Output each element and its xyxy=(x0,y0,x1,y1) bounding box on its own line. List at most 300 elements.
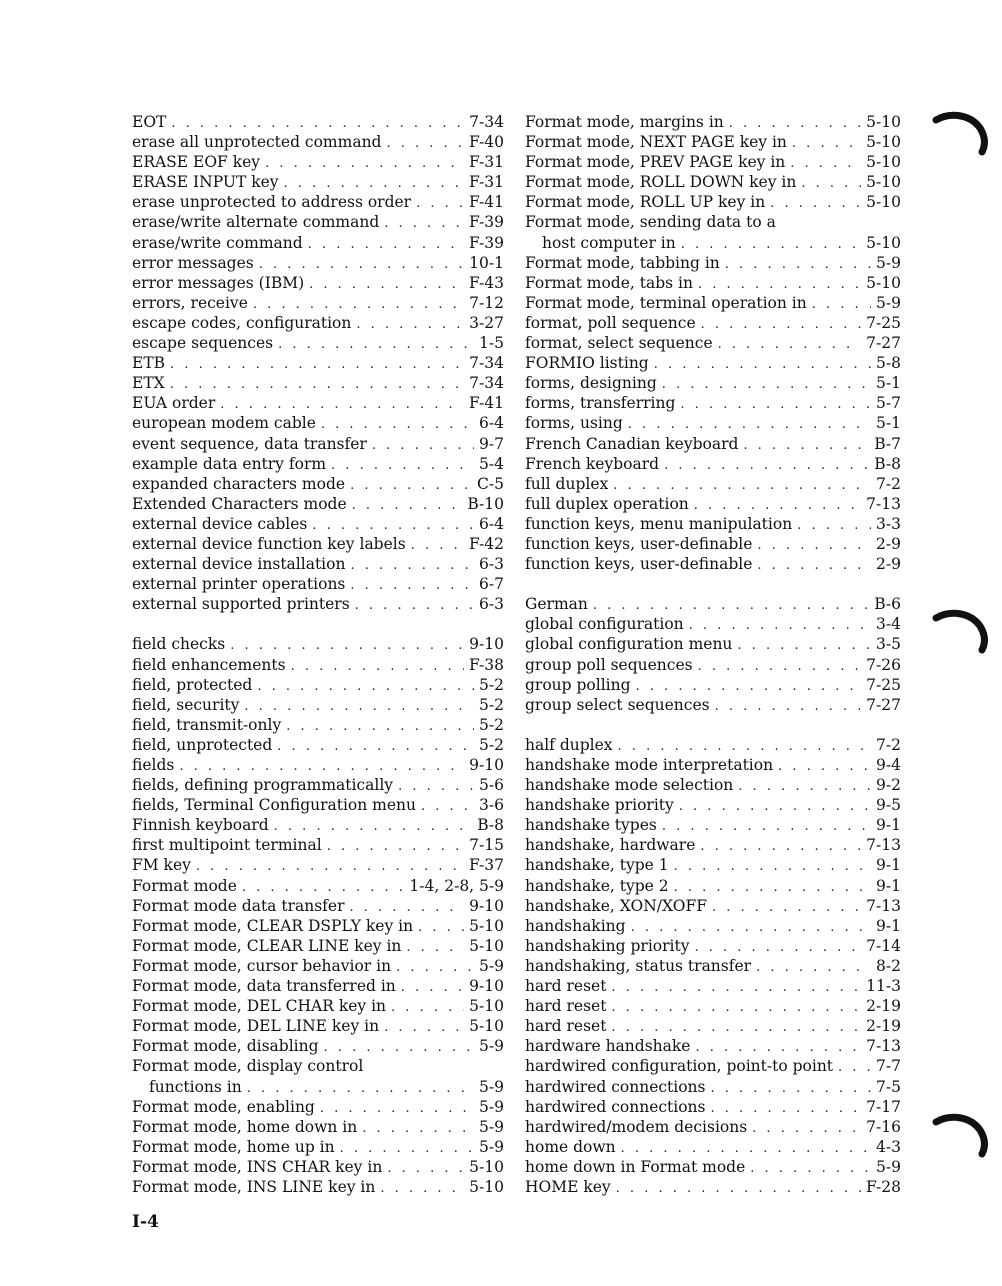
index-entry-term: forms, using xyxy=(525,414,623,433)
dot-leader xyxy=(391,998,464,1018)
index-entry-page-ref: 5-10 xyxy=(866,113,901,131)
index-entry-page-ref: 1-5 xyxy=(479,334,504,353)
index-entry-page-ref: 6-7 xyxy=(479,575,504,594)
index-entry-page-ref: 5-10 xyxy=(469,916,504,935)
dot-leader xyxy=(196,857,464,877)
index-entry-page-ref: 9-10 xyxy=(469,977,504,996)
dot-leader xyxy=(674,878,871,898)
index-entry xyxy=(132,1056,504,1076)
index-entry xyxy=(132,112,504,132)
index-entry-term: handshake, type 2 xyxy=(525,876,669,895)
index-entry-term: full duplex operation xyxy=(525,494,689,513)
index-entry xyxy=(525,514,901,534)
index-entry xyxy=(525,795,901,815)
index-entry xyxy=(132,172,504,192)
index-entry-page-ref: 5-9 xyxy=(876,253,901,272)
index-entry-page-ref: 5-2 xyxy=(479,735,504,754)
index-entry-page-ref: 2-9 xyxy=(876,555,901,574)
dot-leader xyxy=(790,154,861,174)
dot-leader xyxy=(616,1179,861,1199)
index-entry-page-ref: 7-13 xyxy=(866,896,901,915)
index-entry-page-ref: 3-27 xyxy=(469,313,504,332)
index-entry xyxy=(132,1177,504,1197)
index-entry-term: field, unprotected xyxy=(132,735,273,754)
index-entry-term: error messages xyxy=(132,253,254,272)
index-entry-page-ref: 5-9 xyxy=(479,1077,504,1096)
index-entry-page-ref: F-39 xyxy=(468,233,504,252)
dot-leader xyxy=(308,235,464,255)
index-entry-page-ref: 7-2 xyxy=(876,735,901,754)
index-entry xyxy=(132,1077,504,1097)
index-entry-term: Format mode, INS LINE key in xyxy=(132,1177,376,1196)
index-entry-term: field, security xyxy=(132,695,240,714)
index-entry-page-ref: 8-2 xyxy=(876,956,901,975)
dot-leader xyxy=(340,1139,474,1159)
dot-leader xyxy=(171,114,464,134)
dot-leader xyxy=(729,114,861,134)
index-entry-page-ref: 5-10 xyxy=(866,173,901,192)
index-entry-term: host computer in xyxy=(542,233,676,252)
index-entry-term: EOT xyxy=(132,113,167,131)
index-entry xyxy=(525,735,901,755)
index-entry-term: Format mode, data transferred in xyxy=(132,977,396,996)
dot-leader xyxy=(327,837,464,857)
index-entry-term: external device cables xyxy=(132,514,308,533)
index-entry xyxy=(525,1056,901,1076)
index-entry xyxy=(525,655,901,675)
dot-leader xyxy=(406,938,464,958)
dot-leader xyxy=(621,1139,871,1159)
index-entry-page-ref: F-41 xyxy=(468,193,504,212)
index-entry xyxy=(525,333,901,353)
index-entry xyxy=(132,534,504,554)
index-entry-page-ref: 9-5 xyxy=(876,796,901,815)
index-entry xyxy=(132,976,504,996)
index-entry-term: error messages (IBM) xyxy=(132,273,305,292)
dot-leader xyxy=(220,395,464,415)
index-entry xyxy=(525,916,901,936)
dot-leader xyxy=(698,657,862,677)
dot-leader xyxy=(750,1159,871,1179)
index-entry xyxy=(132,192,504,212)
index-entry-term: Format mode, home down in xyxy=(132,1117,358,1136)
index-entry xyxy=(132,594,504,614)
index-entry-page-ref: 6-3 xyxy=(479,595,504,614)
index-entry-term: Format mode data transfer xyxy=(132,896,345,915)
dot-leader xyxy=(738,777,871,797)
dot-leader xyxy=(737,636,871,656)
index-entry xyxy=(132,574,504,594)
index-entry-page-ref: F-31 xyxy=(468,173,504,192)
index-entry-term: format, select sequence xyxy=(525,334,713,353)
index-entry-term: group select sequences xyxy=(525,695,710,714)
index-entry xyxy=(525,815,901,835)
index-entry-term: ETB xyxy=(132,354,166,373)
index-entry-page-ref: F-31 xyxy=(468,153,504,172)
index-entry xyxy=(132,353,504,373)
index-entry-term: handshake mode interpretation xyxy=(525,756,774,774)
index-entry xyxy=(132,916,504,936)
dot-leader xyxy=(372,436,474,456)
index-entry-term: HOME key xyxy=(525,1177,611,1196)
index-entry-page-ref: 1-4, 2-8, 5-9 xyxy=(409,876,504,895)
index-entry-term: erase/write alternate command xyxy=(132,213,380,232)
dot-leader xyxy=(752,1119,861,1139)
index-entry-term: ETX xyxy=(132,374,165,393)
index-entry-page-ref: 7-34 xyxy=(469,374,504,393)
index-entry xyxy=(525,1177,901,1197)
index-entry-page-ref: 2-19 xyxy=(866,1017,901,1036)
dot-leader xyxy=(593,596,869,616)
index-entry xyxy=(525,996,901,1016)
index-entry-page-ref: 3-5 xyxy=(876,635,901,654)
index-entry xyxy=(132,1016,504,1036)
dot-leader xyxy=(259,255,464,275)
index-entry-term: Format mode, sending data to a xyxy=(525,213,776,232)
index-entry xyxy=(525,212,901,232)
index-entry-term: handshake types xyxy=(525,816,657,835)
index-entry xyxy=(132,896,504,916)
index-entry xyxy=(132,795,504,815)
index-entry-term: German xyxy=(525,595,588,614)
index-entry-term: French keyboard xyxy=(525,454,660,473)
index-entry xyxy=(525,755,901,775)
index-entry-term: Format mode, enabling xyxy=(132,1097,315,1116)
index-entry-term: function keys, user-definable xyxy=(525,534,753,553)
index-entry-page-ref: B-8 xyxy=(477,816,504,835)
index-entry-page-ref: 5-2 xyxy=(479,715,504,734)
index-entry-page-ref: 9-1 xyxy=(876,876,901,895)
dot-leader xyxy=(712,898,861,918)
index-entry-term: handshaking xyxy=(525,916,626,935)
dot-leader xyxy=(725,255,871,275)
index-entry-term: hard reset xyxy=(525,1017,607,1036)
index-entry-page-ref: F-41 xyxy=(468,394,504,413)
index-entry-term: group poll sequences xyxy=(525,655,693,674)
index-entry-term: French Canadian keyboard xyxy=(525,434,739,453)
index-entry xyxy=(132,695,504,715)
index-entry-page-ref: 5-9 xyxy=(479,1097,504,1116)
index-entry-term: forms, transferring xyxy=(525,394,676,413)
index-entry-page-ref: 5-10 xyxy=(469,1157,504,1176)
index-entry xyxy=(525,192,901,212)
index-entry xyxy=(132,514,504,534)
index-entry-page-ref: 7-13 xyxy=(866,494,901,513)
index-entry-term: full duplex xyxy=(525,474,609,493)
dot-leader xyxy=(757,536,871,556)
dot-leader xyxy=(701,315,862,335)
index-entry-term: external device installation xyxy=(132,555,346,574)
dot-leader xyxy=(770,194,861,214)
binder-hole-mark-bottom xyxy=(930,1108,990,1168)
dot-leader xyxy=(350,476,472,496)
index-entry xyxy=(525,936,901,956)
index-entry xyxy=(132,554,504,574)
index-entry xyxy=(132,1117,504,1137)
index-entry-page-ref: 5-4 xyxy=(479,454,504,473)
dot-leader xyxy=(380,1179,464,1199)
index-entry-term: hardwired/modem decisions xyxy=(525,1117,748,1136)
index-entry-term: fields, defining programmatically xyxy=(132,776,394,795)
index-entry-page-ref: 5-8 xyxy=(876,354,901,373)
dot-leader xyxy=(284,174,464,194)
dot-leader xyxy=(170,375,464,395)
dot-leader xyxy=(715,697,862,717)
index-entry-page-ref: F-40 xyxy=(468,133,504,152)
dot-leader xyxy=(662,375,871,395)
index-entry xyxy=(132,233,504,253)
index-entry-term: Format mode, ROLL DOWN key in xyxy=(525,173,797,192)
dot-leader xyxy=(613,476,871,496)
index-entry-term: external supported printers xyxy=(132,595,350,614)
index-entry xyxy=(525,976,901,996)
index-entry-page-ref: 5-10 xyxy=(866,133,901,152)
index-entry-term: external device function key labels xyxy=(132,534,406,553)
index-entry xyxy=(132,494,504,514)
index-entry-term: handshake, type 1 xyxy=(525,856,669,875)
index-entry-term: home down in Format mode xyxy=(525,1157,746,1176)
index-entry-page-ref: 7-25 xyxy=(866,313,901,332)
index-entry-page-ref: 5-10 xyxy=(469,1017,504,1036)
index-entry-term: field checks xyxy=(132,635,226,654)
index-entry xyxy=(525,534,901,554)
index-entry xyxy=(525,273,901,293)
index-entry-term: handshaking priority xyxy=(525,936,690,955)
dot-leader xyxy=(386,134,463,154)
index-entry-term: home down xyxy=(525,1137,616,1156)
dot-leader xyxy=(838,1058,871,1078)
index-entry-term: Format mode, DEL LINE key in xyxy=(132,1017,380,1036)
dot-leader xyxy=(278,335,474,355)
index-entry-page-ref: 5-10 xyxy=(866,273,901,292)
index-entry-page-ref: F-37 xyxy=(468,856,504,875)
index-entry-page-ref: 5-6 xyxy=(479,776,504,795)
index-entry-page-ref: F-38 xyxy=(468,655,504,674)
index-entry xyxy=(525,1077,901,1097)
index-entry-page-ref: 2-19 xyxy=(866,997,901,1016)
index-entry-page-ref: 7-13 xyxy=(866,1037,901,1056)
index-entry-term: EUA order xyxy=(132,394,216,413)
dot-leader xyxy=(695,1038,861,1058)
binder-hole-mark-top xyxy=(930,106,990,166)
dot-leader xyxy=(321,415,474,435)
index-entry-term: group polling xyxy=(525,675,631,694)
index-entry-term: handshaking, status transfer xyxy=(525,956,752,975)
dot-leader xyxy=(352,496,463,516)
dot-leader xyxy=(681,235,861,255)
index-entry xyxy=(132,996,504,1016)
dot-leader xyxy=(387,1159,464,1179)
index-entry-page-ref: B-10 xyxy=(467,494,504,513)
index-entry-term: Format mode, NEXT PAGE key in xyxy=(525,133,787,152)
index-entry xyxy=(132,333,504,353)
dot-leader xyxy=(679,797,871,817)
index-entry xyxy=(132,212,504,232)
dot-leader xyxy=(291,657,464,677)
index-entry-term: errors, receive xyxy=(132,293,248,312)
index-entry xyxy=(525,896,901,916)
index-entry xyxy=(525,293,901,313)
index-entry-term: FM key xyxy=(132,856,191,875)
index-entry-page-ref: 5-9 xyxy=(479,956,504,975)
index-entry-term: Format mode, tabs in xyxy=(525,273,693,292)
dot-leader xyxy=(355,596,474,616)
index-entry xyxy=(132,293,504,313)
dot-leader xyxy=(396,958,474,978)
index-entry xyxy=(525,1157,901,1177)
index-entry-term: functions in xyxy=(149,1077,242,1096)
index-entry-term: external printer operations xyxy=(132,575,346,594)
index-entry xyxy=(525,494,901,514)
page-number: I-4 xyxy=(132,1212,159,1232)
index-entry-page-ref: 5-10 xyxy=(866,233,901,252)
index-entry xyxy=(525,1097,901,1117)
index-entry-page-ref: B-7 xyxy=(874,434,901,453)
dot-leader xyxy=(398,777,474,797)
index-entry-term: Extended Characters mode xyxy=(132,494,347,513)
index-entry-term: hardwired connections xyxy=(525,1097,706,1116)
index-entry-page-ref: 7-12 xyxy=(469,293,504,312)
index-entry-term: fields xyxy=(132,756,175,774)
index-entry-term: Format mode, INS CHAR key in xyxy=(132,1157,383,1176)
index-entry-page-ref: 9-1 xyxy=(876,856,901,875)
index-entry xyxy=(525,876,901,896)
index-entry xyxy=(132,855,504,875)
index-entry-term: handshake mode selection xyxy=(525,776,734,795)
index-entry-term: Format mode, margins in xyxy=(525,113,724,131)
index-entry xyxy=(132,313,504,333)
dot-leader xyxy=(350,576,474,596)
index-entry xyxy=(132,434,504,454)
index-entry xyxy=(525,454,901,474)
index-entry-term: Format mode, terminal operation in xyxy=(525,293,807,312)
dot-leader xyxy=(654,355,871,375)
index-entry-term: global configuration menu xyxy=(525,635,733,654)
dot-leader xyxy=(312,516,474,536)
index-entry xyxy=(525,434,901,454)
dot-leader xyxy=(286,717,474,737)
index-entry-page-ref: C-5 xyxy=(477,474,504,493)
dot-leader xyxy=(384,214,464,234)
index-entry-page-ref: 5-2 xyxy=(479,675,504,694)
index-entry-page-ref: 3-4 xyxy=(876,615,901,634)
index-entry xyxy=(525,956,901,976)
index-entry xyxy=(525,253,901,273)
index-entry xyxy=(525,474,901,494)
dot-leader xyxy=(711,1099,862,1119)
index-entry-page-ref: 6-3 xyxy=(479,555,504,574)
dot-leader xyxy=(274,817,473,837)
index-entry-term: escape codes, configuration xyxy=(132,313,352,332)
index-entry xyxy=(525,594,901,614)
index-entry xyxy=(132,715,504,735)
index-entry-term: Format mode, CLEAR DSPLY key in xyxy=(132,916,414,935)
index-entry-term: expanded characters mode xyxy=(132,474,346,493)
index-entry xyxy=(132,634,504,654)
index-entry-page-ref: 5-9 xyxy=(876,1157,901,1176)
index-spacer xyxy=(132,614,504,634)
dot-leader xyxy=(277,737,474,757)
dot-leader xyxy=(257,677,474,697)
index-entry-page-ref: 5-2 xyxy=(479,695,504,714)
dot-leader xyxy=(664,456,869,476)
index-entry xyxy=(132,253,504,273)
dot-leader xyxy=(401,978,464,998)
index-entry-page-ref: 9-2 xyxy=(876,776,901,795)
dot-leader xyxy=(362,1119,474,1139)
index-entry xyxy=(525,172,901,192)
dot-leader xyxy=(700,837,861,857)
index-entry-page-ref: 7-27 xyxy=(866,334,901,353)
index-entry-term: handshake, hardware xyxy=(525,836,696,855)
dot-leader xyxy=(680,395,871,415)
index-entry-page-ref: 7-15 xyxy=(469,836,504,855)
index-entry-page-ref: 9-1 xyxy=(876,916,901,935)
index-entry xyxy=(525,413,901,433)
index-entry-term: erase unprotected to address order xyxy=(132,193,412,212)
index-entry-page-ref: 3-3 xyxy=(876,514,901,533)
index-entry xyxy=(525,132,901,152)
index-entry-term: Format mode, ROLL UP key in xyxy=(525,193,766,212)
index-entry-page-ref: 5-1 xyxy=(876,414,901,433)
dot-leader xyxy=(611,998,861,1018)
dot-leader xyxy=(179,757,464,777)
dot-leader xyxy=(689,616,871,636)
index-entry xyxy=(525,554,901,574)
index-entry-page-ref: 5-10 xyxy=(469,1177,504,1196)
index-entry-page-ref: 9-10 xyxy=(469,896,504,915)
index-entry xyxy=(132,1157,504,1177)
index-spacer xyxy=(525,574,901,594)
index-entry-term: handshake, XON/XOFF xyxy=(525,896,707,915)
index-entry-term: erase all unprotected command xyxy=(132,133,382,152)
index-entry xyxy=(132,735,504,755)
index-entry-page-ref: 5-7 xyxy=(876,394,901,413)
index-entry xyxy=(132,152,504,172)
index-entry-page-ref: F-43 xyxy=(468,273,504,292)
index-entry xyxy=(132,454,504,474)
dot-leader xyxy=(812,295,871,315)
index-entry-term: forms, designing xyxy=(525,374,657,393)
index-column-right xyxy=(525,112,901,1197)
dot-leader xyxy=(309,275,464,295)
dot-leader xyxy=(350,556,474,576)
index-entry-term: function keys, user-definable xyxy=(525,555,753,574)
index-entry-page-ref: 9-10 xyxy=(469,635,504,654)
index-entry-term: Format mode, CLEAR LINE key in xyxy=(132,936,402,955)
index-entry-page-ref: 9-7 xyxy=(479,434,504,453)
index-entry xyxy=(525,152,901,172)
dot-leader xyxy=(618,737,871,757)
index-entry-page-ref: 7-7 xyxy=(876,1057,901,1076)
dot-leader xyxy=(628,415,871,435)
index-entry-term: Format mode, PREV PAGE key in xyxy=(525,153,786,172)
index-entry-term: hardwired connections xyxy=(525,1077,706,1096)
index-entry-page-ref: 6-4 xyxy=(479,414,504,433)
index-entry-page-ref: 9-10 xyxy=(469,756,504,774)
index-entry-page-ref: 6-4 xyxy=(479,514,504,533)
index-entry-term: event sequence, data transfer xyxy=(132,434,367,453)
index-entry-page-ref: 5-9 xyxy=(876,293,901,312)
dot-leader xyxy=(416,194,464,214)
index-entry-term: Format mode, DEL CHAR key in xyxy=(132,997,387,1016)
index-entry-term: Format mode, home up in xyxy=(132,1137,335,1156)
index-entry xyxy=(132,1137,504,1157)
index-entry-term: half duplex xyxy=(525,735,613,754)
index-entry-page-ref: 4-3 xyxy=(876,1137,901,1156)
dot-leader xyxy=(698,275,861,295)
index-entry xyxy=(525,614,901,634)
